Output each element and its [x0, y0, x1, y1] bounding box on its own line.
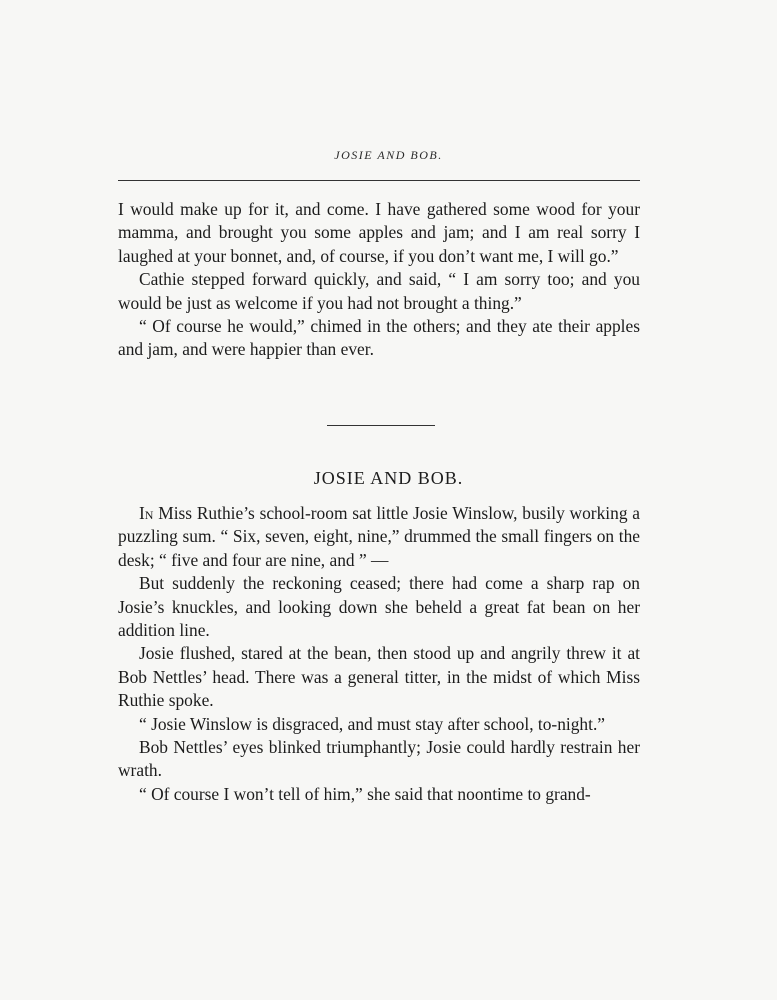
first-word: In — [139, 503, 154, 523]
section-divider-rule — [327, 425, 435, 426]
paragraph: Cathie stepped forward quickly, and said, “ I am sorry too; and you would be just as welcome if you had not brought a thing.” — [118, 269, 640, 313]
running-head-rule — [118, 180, 640, 181]
paragraph: Bob Nettles’ eyes blinked triumphantly; Josie could hardly restrain her wrath. — [118, 737, 640, 781]
paragraph: “ Of course I won’t tell of him,” she said that noontime to grand- — [139, 783, 591, 804]
previous-story-text — [118, 198, 640, 362]
paragraph: But suddenly the reckoning ceased; there had come a sharp rap on Josie’s knuckles, and looking down she beheld a great fat bean on her addition line. — [118, 573, 640, 641]
paragraph — [118, 502, 640, 572]
paragraph: Josie flushed, stared at the bean, then stood up and angrily threw it at Bob Nettles’ head. There was a general titter, in the midst of which Miss Ruthie spoke. — [118, 643, 640, 711]
paragraph: “ Of course he would,” chimed in the others; and they ate their apples and jam, and were happier than ever. — [118, 316, 640, 360]
running-head: JOSIE AND BOB. — [334, 148, 443, 162]
paragraph: “ Josie Winslow is disgraced, and must stay after school, to-night.” — [139, 713, 606, 734]
first-paragraph-text: Miss Ruthie’s school-room sat little Josie Winslow, busily working a puzzling sum. “ Six, seven, eight, nine,” drummed the small fingers on the desk; “ five and four are nine, and ” — — [118, 503, 640, 570]
story-text — [118, 502, 640, 806]
paragraph: I would make up for it, and come. I have gathered some wood for your mamma, and brought you some apples and jam; and I am real sorry I laughed at your bonnet, and, of course, if you don’t want me, I will go.” — [118, 199, 640, 266]
story-title: JOSIE AND BOB. — [313, 468, 464, 488]
